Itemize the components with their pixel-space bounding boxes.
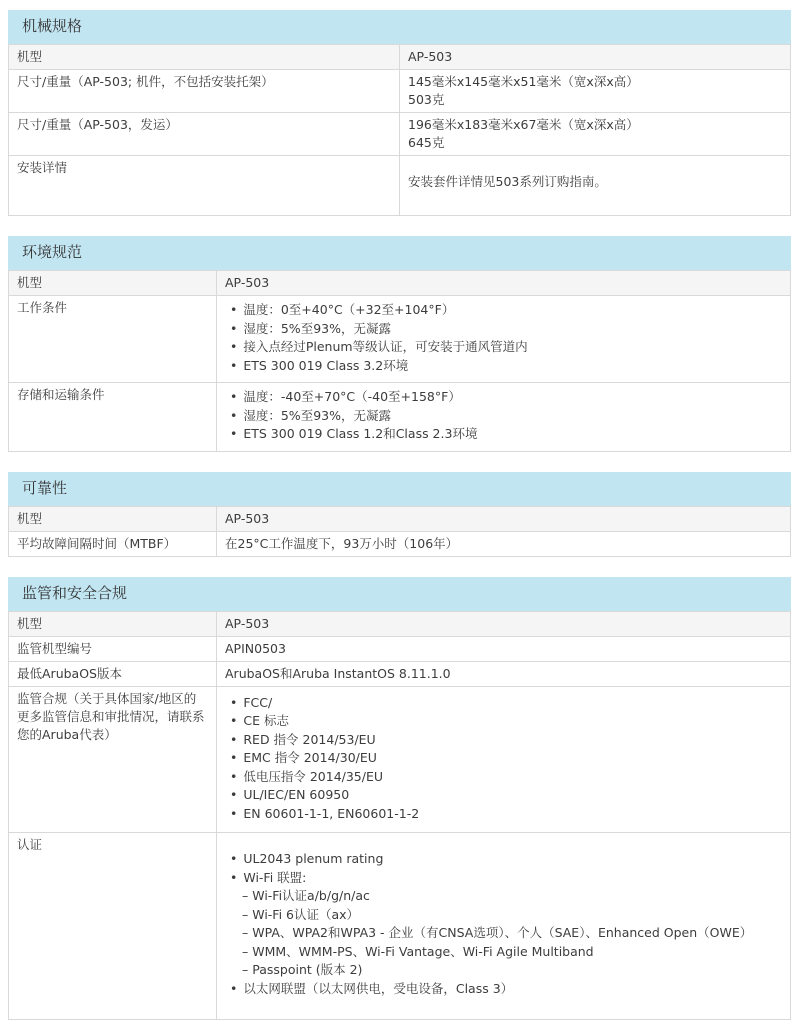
row-label: 最低ArubaOS版本 [9,661,217,686]
row-label: 机型 [9,506,217,531]
bullet-item [230,320,782,339]
row-value [217,506,791,531]
bullet-list [225,388,782,444]
bullet-text: • Wi-Fi 联盟: [230,870,306,885]
section-regulatory-safety-compliance [8,577,791,1021]
bullet-text: • 接入点经过Plenum等级认证，可安装于通风管道内 [230,339,528,354]
value-text: 安装套件详情见503系列订购指南。 [408,174,607,189]
spec-row-model [9,611,791,636]
row-value [217,296,791,383]
spec-row-model [9,271,791,296]
spec-row-minimum-arubaos-version [9,661,791,686]
row-value [217,383,791,452]
bullet-item [230,869,782,980]
row-value [217,636,791,661]
value-text: 503克 [408,92,445,107]
value-text: 145毫米x145毫米x51毫米（宽x深x高） [408,74,639,89]
bullet-text: • FCC/ [230,695,272,710]
bullet-text: • RED 指令 2014/53/EU [230,732,376,747]
spec-row-dimensions-shipping [9,113,791,156]
value-text: AP-503 [225,275,270,290]
spec-row-model [9,45,791,70]
value-text: AP-503 [225,510,270,526]
bullet-text: • UL2043 plenum rating [230,851,383,866]
section-title: 机械规格 [8,10,791,44]
row-value [400,45,791,70]
row-label: 存储和运输条件 [9,383,217,452]
spec-table [8,506,791,557]
spec-row-regulatory-model-number [9,636,791,661]
spec-row-regulatory-compliance [9,686,791,833]
spec-row-certifications [9,833,791,1020]
section-title: 监管和安全合规 [8,577,791,611]
spec-row-storage-transport-conditions [9,383,791,452]
bullet-text: • 温度：-40至+70°C（-40至+158°F） [230,389,461,404]
row-value [217,611,791,636]
bullet-text: • EN 60601-1-1, EN60601-1-2 [230,806,419,821]
section-reliability [8,472,791,557]
bullet-text: • ETS 300 019 Class 3.2环境 [230,358,408,373]
bullet-text: • EMC 指令 2014/30/EU [230,750,377,765]
bullet-item [230,850,782,869]
value-text: 196毫米x183毫米x67毫米（宽x深x高） [408,117,639,132]
row-value [400,156,791,216]
bullet-list [225,694,782,824]
sub-item: – Wi-Fi 6认证（ax） [242,906,782,925]
row-value [400,70,791,113]
row-label: 机型 [9,611,217,636]
bullet-item [230,749,782,768]
value-text: APIN0503 [225,640,286,656]
bullet-item [230,768,782,787]
bullet-item [230,712,782,731]
bullet-text: • CE 标志 [230,713,289,728]
sub-item: – WPA、WPA2和WPA3 - 企业（有CNSA选项）、个人（SAE）、Enhanced Open（OWE） [242,924,782,943]
bullet-text: • 以太网联盟（以太网供电，受电设备，Class 3） [230,981,513,996]
section-environmental-specs [8,236,791,452]
spec-table [8,44,791,216]
spec-row-mtbf [9,531,791,556]
bullet-text: • 湿度：5%至93%，无凝露 [230,321,391,336]
sub-item: – Wi-Fi认证a/b/g/n/ac [242,887,782,906]
bullet-item [230,425,782,444]
row-value [217,271,791,296]
bullet-item [230,786,782,805]
spec-row-model [9,506,791,531]
row-label: 平均故障间隔时间（MTBF） [9,531,217,556]
bullet-item [230,805,782,824]
bullet-list [225,301,782,375]
sub-item: – WMM、WMM-PS、Wi-Fi Vantage、Wi-Fi Agile Multiband [242,943,782,962]
bullet-item [230,980,782,999]
spec-table [8,270,791,452]
sub-list [230,887,782,980]
bullet-text: • 湿度：5%至93%，无凝露 [230,408,391,423]
bullet-text: • UL/IEC/EN 60950 [230,787,349,802]
bullet-text: • ETS 300 019 Class 1.2和Class 2.3环境 [230,426,477,441]
section-title: 可靠性 [8,472,791,506]
row-label: 认证 [9,833,217,1020]
row-value [217,833,791,1020]
row-value [217,686,791,833]
bullet-item [230,388,782,407]
row-label: 监管合规（关于具体国家/地区的更多监管信息和审批情况，请联系您的Aruba代表） [9,686,217,833]
row-label: 机型 [9,45,400,70]
spec-table [8,611,791,1021]
row-label: 工作条件 [9,296,217,383]
row-value [217,531,791,556]
value-text: 在25°C工作温度下，93万小时（106年） [225,535,459,551]
bullet-item [230,731,782,750]
bullet-list [225,850,782,998]
row-label: 监管机型编号 [9,636,217,661]
row-label: 安装详情 [9,156,400,216]
spec-row-dimensions-unit [9,70,791,113]
bullet-item [230,694,782,713]
row-label: 机型 [9,271,217,296]
section-title: 环境规范 [8,236,791,270]
bullet-item [230,301,782,320]
row-label: 尺寸/重量（AP-503，发运） [9,113,400,156]
bullet-item [230,407,782,426]
row-value [400,113,791,156]
spec-row-operating-conditions [9,296,791,383]
sub-item: – Passpoint (版本 2) [242,961,782,980]
value-text: 645克 [408,135,445,150]
value-text: ArubaOS和Aruba InstantOS 8.11.1.0 [225,665,451,681]
section-mechanical-specs [8,10,791,216]
bullet-item [230,338,782,357]
bullet-text: • 低电压指令 2014/35/EU [230,769,383,784]
bullet-item [230,357,782,376]
row-label: 尺寸/重量（AP-503; 机件，不包括安装托架） [9,70,400,113]
spec-row-mounting-details [9,156,791,216]
bullet-text: • 温度：0至+40°C（+32至+104°F） [230,302,454,317]
value-text: AP-503 [408,49,453,64]
value-text: AP-503 [225,615,270,631]
row-value [217,661,791,686]
